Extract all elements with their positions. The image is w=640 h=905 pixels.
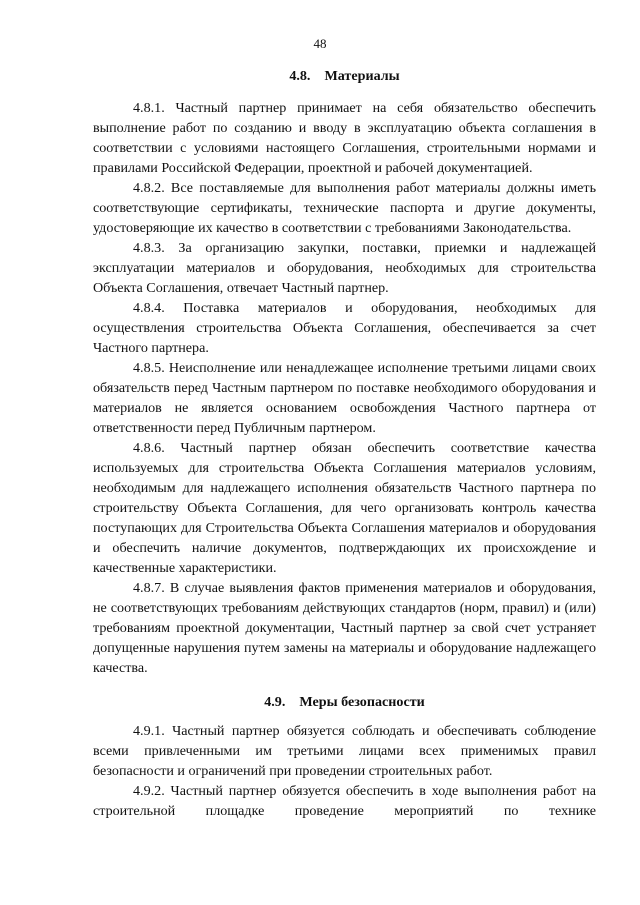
section-number: 4.8. xyxy=(289,68,311,84)
paragraph-4-8-6: 4.8.6. Частный партнер обязан обеспечить соответствие качества используемых для строительства Объекта Соглашения материалов условиям, необходимым для надлежащего исполнения обязательств Частного партнера по строительству Объекта Соглашения, для чего организовать контроль качества поступающих для Строительства Объекта Соглашения материалов и оборудования и обеспечить наличие документов, подтверждающих их происхождение и качественные характеристики. xyxy=(93,440,596,576)
page-number: 48 xyxy=(313,36,327,51)
section-heading-safety xyxy=(93,692,596,712)
section-title: Меры безопасности xyxy=(299,694,425,710)
paragraph-4-9-1: 4.9.1. Частный партнер обязуется соблюдать и обеспечивать соблюдение всеми привлеченными им третьими лицами всех применимых правил безопасности и ограничений при проведении строительных работ. xyxy=(93,723,596,779)
section-title: Материалы xyxy=(324,68,400,84)
paragraph-4-8-2: 4.8.2. Все поставляемые для выполнения работ материалы должны иметь соответствующие сертификаты, технические паспорта и другие документы, удостоверяющие их качество в соответствии с требованиями Законодательства. xyxy=(93,180,596,236)
section-number: 4.9. xyxy=(264,694,286,710)
section-heading-materials xyxy=(93,66,596,86)
paragraph-4-8-7: 4.8.7. В случае выявления фактов применения материалов и оборудования, не соответствующих требованиям действующих стандартов (норм, правил) и (или) требованиям проектной документации, Частный партнер за свой счет устраняет допущенные нарушения путем замены на материалы и оборудование надлежащего качества. xyxy=(93,580,596,676)
document-body xyxy=(93,64,596,821)
paragraph-4-8-4: 4.8.4. Поставка материалов и оборудования, необходимых для осуществления строительства Объекта Соглашения, обеспечивается за счет Частного партнера. xyxy=(93,300,596,356)
paragraph-4-9-2: 4.9.2. Частный партнер обязуется обеспечить в ходе выполнения работ на строительной площадке проведение мероприятий по технике xyxy=(93,783,596,819)
paragraph-4-8-5: 4.8.5. Неисполнение или ненадлежащее исполнение третьими лицами своих обязательств перед Частным партнером по поставке необходимого оборудования и материалов не является основанием освобождения Частного партнера от ответственности перед Публичным партнером. xyxy=(93,360,596,436)
paragraph-4-8-1: 4.8.1. Частный партнер принимает на себя обязательство обеспечить выполнение работ по созданию и вводу в эксплуатацию объекта соглашения в соответствии с условиями настоящего Соглашения, строительными нормами и правилами Российской Федерации, проектной и рабочей документацией. xyxy=(93,100,596,176)
paragraph-4-8-3: 4.8.3. За организацию закупки, поставки, приемки и надлежащей эксплуатации материалов и оборудования, необходимых для строительства Объекта Соглашения, отвечает Частный партнер. xyxy=(93,240,596,296)
